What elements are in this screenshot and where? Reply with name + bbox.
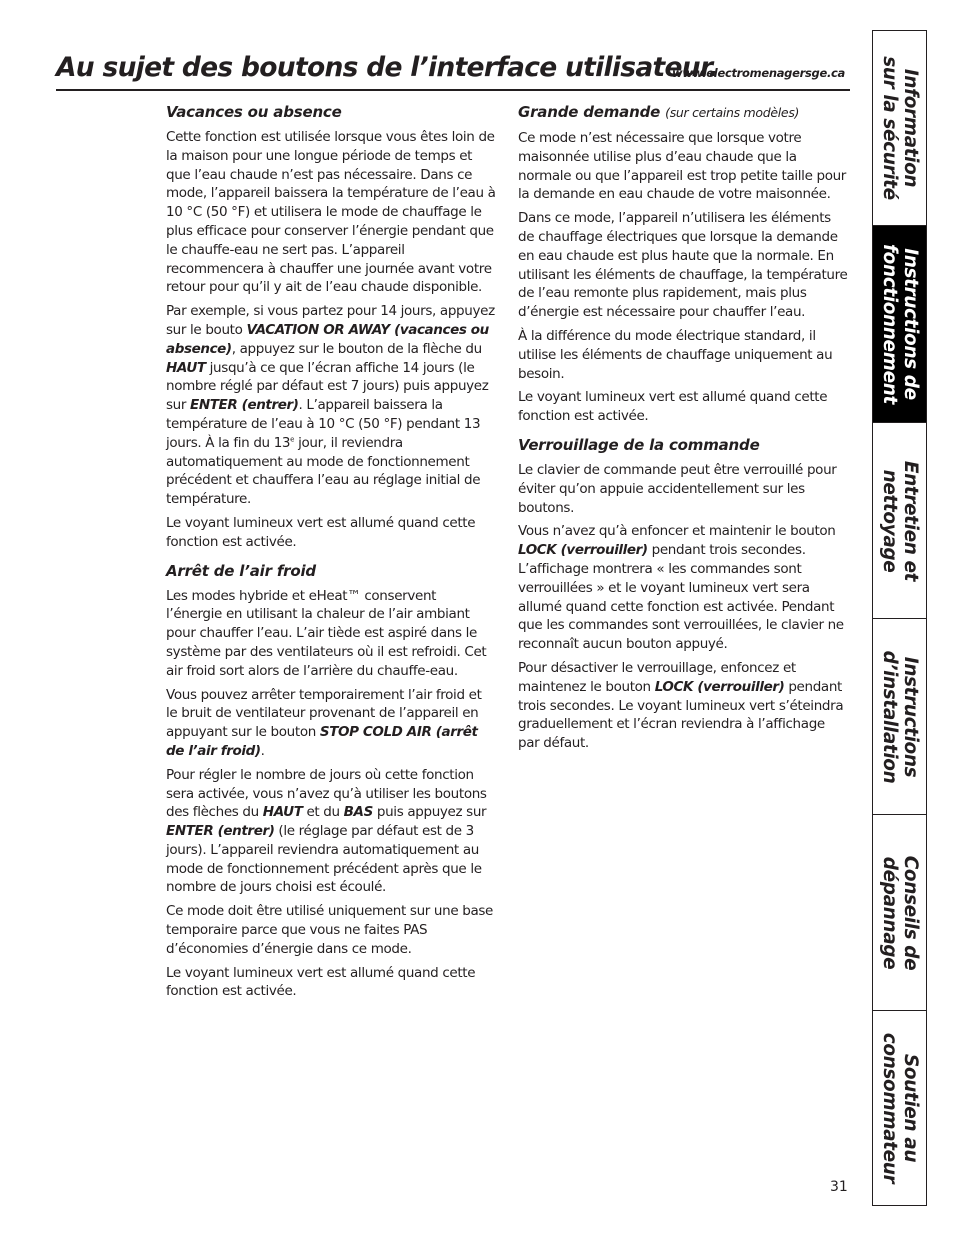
lock-paragraph-2 xyxy=(518,522,848,654)
tab-troubleshooting-tips[interactable] xyxy=(873,815,926,1011)
lock-paragraph-3 xyxy=(518,659,848,753)
text-run: pendant trois secondes. L’affichage montrera « les commandes sont verrouillées » et le voyant lumineux vert sera allumé quand cette fonction est activée. Pendant que les commandes sont verrouillées, le clavier ne reconnaît aucun bouton appuyé. xyxy=(518,542,844,653)
tab-safety-information[interactable] xyxy=(873,31,926,226)
superscript: e xyxy=(290,435,295,444)
text-run: et du xyxy=(302,804,344,821)
tab-label: Conseils de dépannage xyxy=(878,855,921,970)
high-demand-paragraph-2: Dans ce mode, l’appareil n’utilisera les éléments de chauffage électriques que lorsque la demande en eau chaude est plus haute que la normale. En utilisant les éléments de chauffage, la température de l’eau remonte plus rapidement, mais plus d’énergie est nécessaire pour chauffer l’eau. xyxy=(518,210,848,321)
enter-button-name: ENTER (entrer) xyxy=(190,397,299,414)
cold-air-paragraph-4: Ce mode doit être utilisé uniquement sur une base temporaire parce que vous ne faites PAS d’économies d’énergie dans ce mode. xyxy=(166,903,494,957)
tab-label: Instructions de fonctionnement xyxy=(878,244,921,404)
text-run: Pour désactiver le verrouillage, enfoncez et maintenez le bouton xyxy=(518,659,796,695)
vacation-paragraph-2 xyxy=(166,302,496,509)
section-vacation xyxy=(166,101,496,552)
vacation-paragraph-3: Le voyant lumineux vert est allumé quand cette fonction est activée. xyxy=(166,514,476,550)
section-lock xyxy=(518,434,848,753)
tab-care-and-cleaning[interactable] xyxy=(873,423,926,619)
page-title: Au sujet des boutons de l’interface utilisateur. xyxy=(56,52,718,83)
text-run: jour, il reviendra automatiquement au mode de fonctionnement précédent et chauffera l’eau au réglage initial de température. xyxy=(166,434,481,508)
text-run: Par exemple, si vous partez pour 14 jours, appuyez sur le bouto xyxy=(166,303,495,338)
stop-cold-air-button-name: STOP COLD AIR (arrêt de l’air froid) xyxy=(166,724,478,759)
text-run: , appuyez sur le bouton de la flèche du xyxy=(231,340,482,357)
vacation-heading: Vacances ou absence xyxy=(166,103,342,121)
section-high-demand xyxy=(518,101,848,426)
high-demand-heading xyxy=(518,101,848,124)
lock-button-name: LOCK (verrouiller) xyxy=(654,678,785,695)
text-run: puis appuyez sur xyxy=(372,804,487,821)
right-column xyxy=(518,101,848,758)
website-url: www.electromenagersge.ca xyxy=(672,66,845,80)
cold-air-paragraph-3 xyxy=(166,766,496,898)
high-demand-paragraph-3: À la différence du mode électrique standard, il utilise les éléments de chauffage uniquement au besoin. xyxy=(518,327,833,382)
left-column xyxy=(166,101,496,1006)
up-button-name: HAUT xyxy=(262,804,303,821)
tab-installation-instructions[interactable] xyxy=(873,619,926,815)
model-note: (sur certains modèles) xyxy=(665,105,800,120)
tab-label: Information sur la sécurité xyxy=(878,56,921,200)
up-button-name: HAUT xyxy=(166,359,206,376)
cold-air-paragraph-5: Le voyant lumineux vert est allumé quand cette fonction est activée. xyxy=(166,964,476,1000)
tab-label: Soutien au consommateur xyxy=(878,1032,921,1184)
tab-label: Instructions d’installation xyxy=(878,650,921,783)
cold-air-paragraph-2 xyxy=(166,686,496,761)
header-rule xyxy=(56,89,850,91)
page-number: 31 xyxy=(830,1179,848,1195)
text-run: jusqu’à ce que l’écran affiche 14 jours (le nombre réglé par défaut est 7 jours) puis appuyez sur xyxy=(166,359,489,414)
text-run: Vous pouvez arrêter temporairement l’air froid et le bruit de ventilateur provenant de l’appareil en appuyant sur le bouton xyxy=(166,686,482,741)
section-tabs xyxy=(872,30,927,1206)
text-run: Pour régler le nombre de jours où cette fonction sera activée, vous n’avez qu’à utiliser les boutons des flèches du xyxy=(166,766,487,821)
high-demand-paragraph-4: Le voyant lumineux vert est allumé quand cette fonction est activée. xyxy=(518,389,828,425)
section-cold-air xyxy=(166,560,496,1002)
vacation-button-name: VACATION OR AWAY (vacances ou absence) xyxy=(166,321,489,357)
cold-air-heading: Arrêt de l’air froid xyxy=(166,561,316,580)
text-run: Vous n’avez qu’à enfoncer et maintenir le bouton xyxy=(518,523,836,540)
enter-button-name: ENTER (entrer) xyxy=(166,823,275,840)
vacation-paragraph-1: Cette fonction est utilisée lorsque vous êtes loin de la maison pour une longue période de temps et que l’eau chaude n’est pas nécessaire. Dans ce mode, l’appareil baissera la température de l’eau à 10 °C (50 °F) et utilisera le mode de chauffage le plus efficace pour conserver l’énergie pendant que le chauffe-eau ne sert pas. L’appareil recommencera à chauffer une journée avant votre retour pour qu’il y ait de l’eau chaude disponible. xyxy=(166,129,496,296)
lock-heading: Verrouillage de la commande xyxy=(518,435,760,454)
text-run: pendant trois secondes. Le voyant lumineux vert s’éteindra graduellement et l’écran reviendra à l’affichage par défaut. xyxy=(518,678,844,752)
tab-consumer-support[interactable] xyxy=(873,1011,926,1205)
tab-label: Entretien et nettoyage xyxy=(878,460,921,581)
cold-air-paragraph-1: Les modes hybride et eHeat™ conservent l’énergie en utilisant la chaleur de l’air ambiant pour chauffer l’eau. L’air tiède est aspiré dans le système par des ventilateurs où il est refroidi. Cet air froid sort alors de l’arrière du chauffe-eau. xyxy=(166,587,487,679)
text-run: . xyxy=(260,742,265,759)
text-run: (le réglage par défaut est de 3 jours). L’appareil reviendra automatiquement au mode de fonctionnement précédent après que le nombre de jours choisi est écoulé. xyxy=(166,823,482,896)
tab-operating-instructions[interactable] xyxy=(873,226,926,423)
high-demand-paragraph-1: Ce mode n’est nécessaire que lorsque votre maisonnée utilise plus d’eau chaude que la normale ou que l’appareil est trop petite taille pour la demande en eau chaude de votre maisonnée. xyxy=(518,130,847,203)
lock-button-name: LOCK (verrouiller) xyxy=(518,542,648,559)
text-run: . L’appareil baissera la température de l’eau à 10 °C (50 °F) pendant 13 jours. À la fin du 13 xyxy=(166,397,481,451)
high-demand-title: Grande demande xyxy=(518,103,661,121)
down-button-name: BAS xyxy=(343,804,373,821)
lock-paragraph-1: Le clavier de commande peut être verrouillé pour éviter qu’on appuie accidentellement sur les boutons. xyxy=(518,461,837,516)
